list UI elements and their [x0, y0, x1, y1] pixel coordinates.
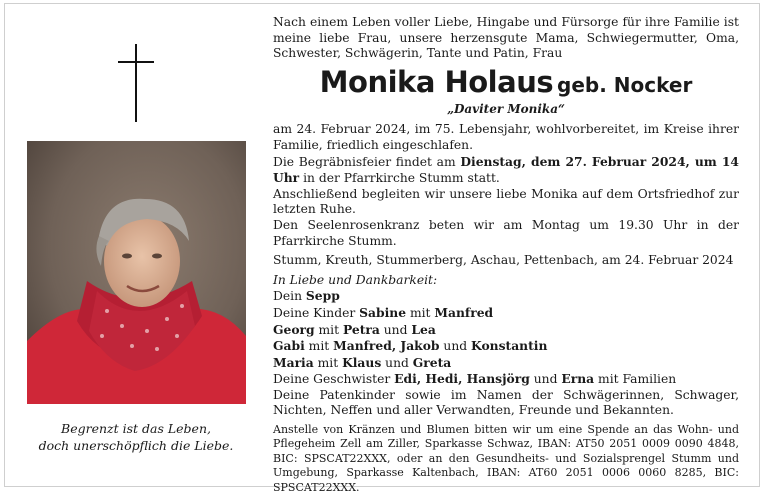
- text: Dein: [273, 289, 306, 304]
- funeral-pre: Die Begräbnisfeier findet am: [273, 154, 461, 169]
- husband-name: Sepp: [305, 288, 340, 304]
- grandchild-name: Konstantin: [471, 338, 548, 354]
- text: und: [529, 372, 562, 387]
- cross-icon: [116, 44, 156, 122]
- partner-name: Klaus: [342, 354, 382, 370]
- nickname: „Daviter Monika“: [447, 101, 565, 116]
- partner-name: Manfred: [434, 304, 494, 320]
- name-born: geb. Nocker: [557, 72, 693, 97]
- mourner-godchildren: Deine Patenkinder sowie im Namen der Schwägerinnen, Schwager, Nichten, Neffen und aller Verwandten, Freunde und Bekannten.: [273, 387, 739, 418]
- deceased-name: [273, 64, 739, 106]
- text: Deine Geschwister: [273, 372, 395, 387]
- obituary-text: [273, 15, 739, 495]
- child-name: Maria: [273, 354, 314, 370]
- mourners-heading: In Liebe und Dankbarkeit:: [273, 272, 438, 287]
- text: mit: [313, 355, 343, 370]
- child-name: Sabine: [359, 304, 407, 320]
- child-name: Gabi: [273, 338, 305, 354]
- mourner-family-georg: [273, 322, 739, 339]
- grandchild-names: Manfred, Jakob: [333, 338, 440, 354]
- mourner-family-maria: [273, 355, 739, 372]
- text: Deine Kinder: [273, 305, 360, 320]
- sibling-names: Edi, Hedi, Hansjörg: [394, 371, 530, 387]
- funeral-notice: [273, 154, 739, 187]
- grandchild-name: Greta: [412, 354, 452, 370]
- portrait-photo: [27, 141, 246, 404]
- text: und: [379, 322, 412, 337]
- death-notice: am 24. Februar 2024, im 75. Lebensjahr, wohlvorbereitet, im Kreise ihrer Familie, friedlich eingeschlafen.: [273, 122, 739, 152]
- mourner-family-gabi: [273, 338, 739, 355]
- text: mit: [406, 305, 435, 320]
- intro-text: Nach einem Leben voller Liebe, Hingabe und Fürsorge für ihre Familie ist meine liebe Frau, unsere herzensgute Mama, Schwiegermutter, Oma, Schwester, Schwägerin, Tante und Patin, Frau: [273, 15, 739, 61]
- rosary-notice: Den Seelenrosenkranz beten wir am Montag um 19.30 Uhr in der Pfarrkirche Stumm.: [273, 217, 739, 248]
- name-main: Monika Holaus: [319, 64, 554, 99]
- sibling-name: Erna: [561, 371, 595, 387]
- funeral-date: Dienstag, dem 27. Februar 2024, um 14 Uhr: [273, 153, 739, 186]
- grandchild-name: Lea: [411, 321, 436, 337]
- text: mit Familien: [594, 372, 677, 387]
- funeral-post: in der Pfarrkirche Stumm statt.: [299, 171, 500, 186]
- text: mit: [314, 322, 343, 337]
- quote-line-2: doch unerschöpflich die Liebe.: [38, 438, 234, 453]
- quote-line-1: Begrenzt ist das Leben,: [61, 421, 211, 436]
- text: mit: [304, 339, 334, 354]
- child-name: Georg: [273, 321, 315, 337]
- memorial-quote: [22, 420, 250, 454]
- text: und: [381, 355, 413, 370]
- place-date: Stumm, Kreuth, Stummerberg, Aschau, Pettenbach, am 24. Februar 2024: [273, 253, 734, 268]
- mourner-husband: [273, 288, 739, 305]
- donation-note: Anstelle von Kränzen und Blumen bitten wir um eine Spende an das Wohn- und Pflegeheim Zell am Ziller, Sparkasse Schwaz, IBAN: AT50 2051 0009 0090 4848, BIC: SPSCAT22XXX, oder an den Gesundheits- und Sozialsprengel Stumm und Umgebung, Sparkasse Kaltenbach, IBAN: AT60 2051 0006 0060 8285, BIC: SPSCAT22XXX.: [273, 423, 739, 494]
- mourner-children: [273, 305, 739, 322]
- text: und: [439, 339, 472, 354]
- burial-notice: Anschließend begleiten wir unsere liebe Monika auf dem Ortsfriedhof zur letzten Ruhe.: [273, 186, 739, 217]
- mourner-siblings: [273, 371, 739, 388]
- partner-name: Petra: [342, 321, 380, 337]
